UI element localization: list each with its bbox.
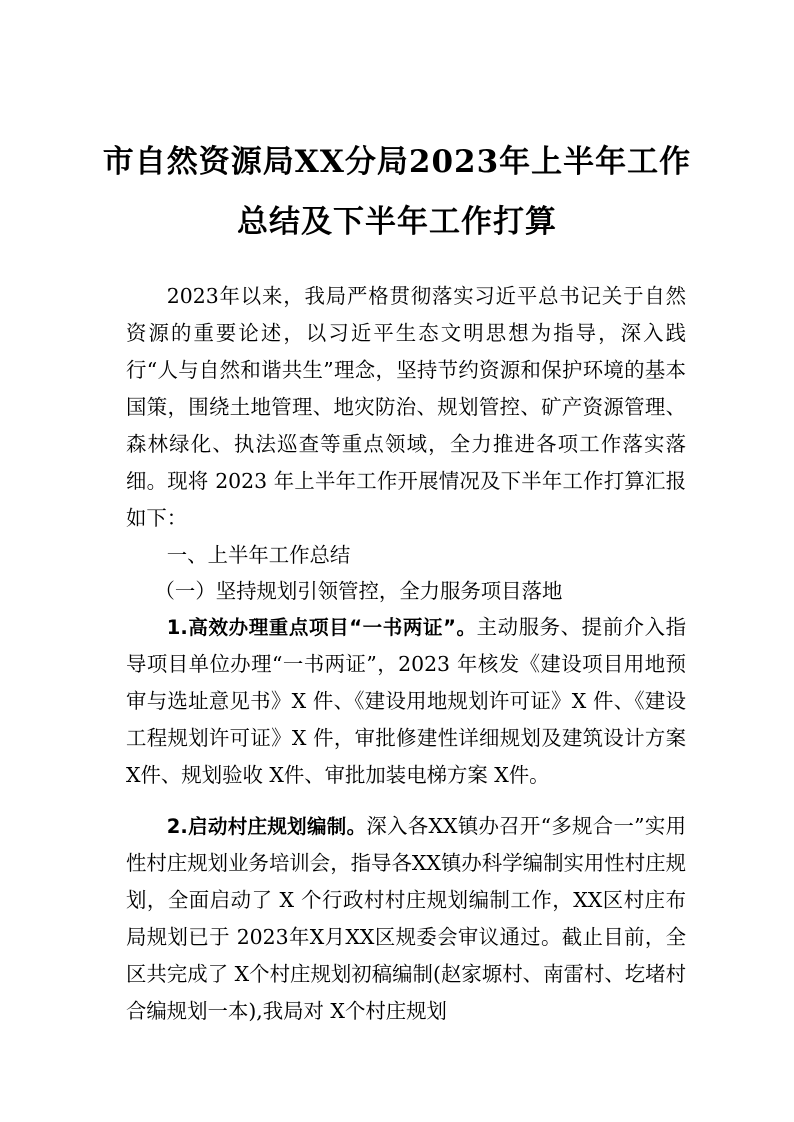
document-body [126, 278, 686, 1030]
item-text-1: 主动服务、提前介入指导项目单位办理“一书两证”，2023 年核发《建设项目用地预审与选址意见书》X 件、《建设用地规划许可证》X 件、《建设工程规划许可证》X 件，审批修建性详细规划及建筑设计方案 X件、规划验收 X件、审批加装电梯方案 X件。 [126, 615, 686, 787]
item-paragraph-1 [126, 609, 686, 794]
item-lead-1: 1.高效办理重点项目“一书两证”。 [166, 616, 477, 639]
subsection-heading-1: （一）坚持规划引领管控，全力服务项目落地 [154, 579, 563, 603]
document-title-line-2: 总结及下半年工作打算 [237, 204, 557, 240]
document-title-line-1: 市自然资源局XX分局2023年上半年工作 [102, 144, 692, 180]
intro-paragraph: 2023年以来，我局严格贯彻落实习近平总书记关于自然资源的重要论述，以习近平生态文明思想为指导，深入践行“人与自然和谐共生”理念，坚持节约资源和保护环境的基本国策，围绕土地管理、地灾防治、规划管控、矿产资源管理、森林绿化、执法巡查等重点领域，全力推进各项工作落实落细。现将 2023 年上半年工作开展情况及下半年工作打算汇报如下： [126, 284, 686, 530]
section-heading-1: 一、上半年工作总结 [166, 543, 351, 567]
item-lead-2: 2.启动村庄规划编制。 [166, 815, 367, 838]
item-text-2: 深入各XX镇办召开“多规合一”实用性村庄规划业务培训会，指导各XX镇办科学编制实用性村庄规划，全面启动了 X 个行政村村庄规划编制工作，XX区村庄布局规划已于 2023年X月XX区规委会审议通过。截止目前，全区共完成了 X个村庄规划初稿编制(赵家塬村、南雷村、圪堵村合编规划一本),我局对 X个村庄规划 [126, 814, 686, 1023]
item-paragraph-2 [126, 808, 686, 1030]
